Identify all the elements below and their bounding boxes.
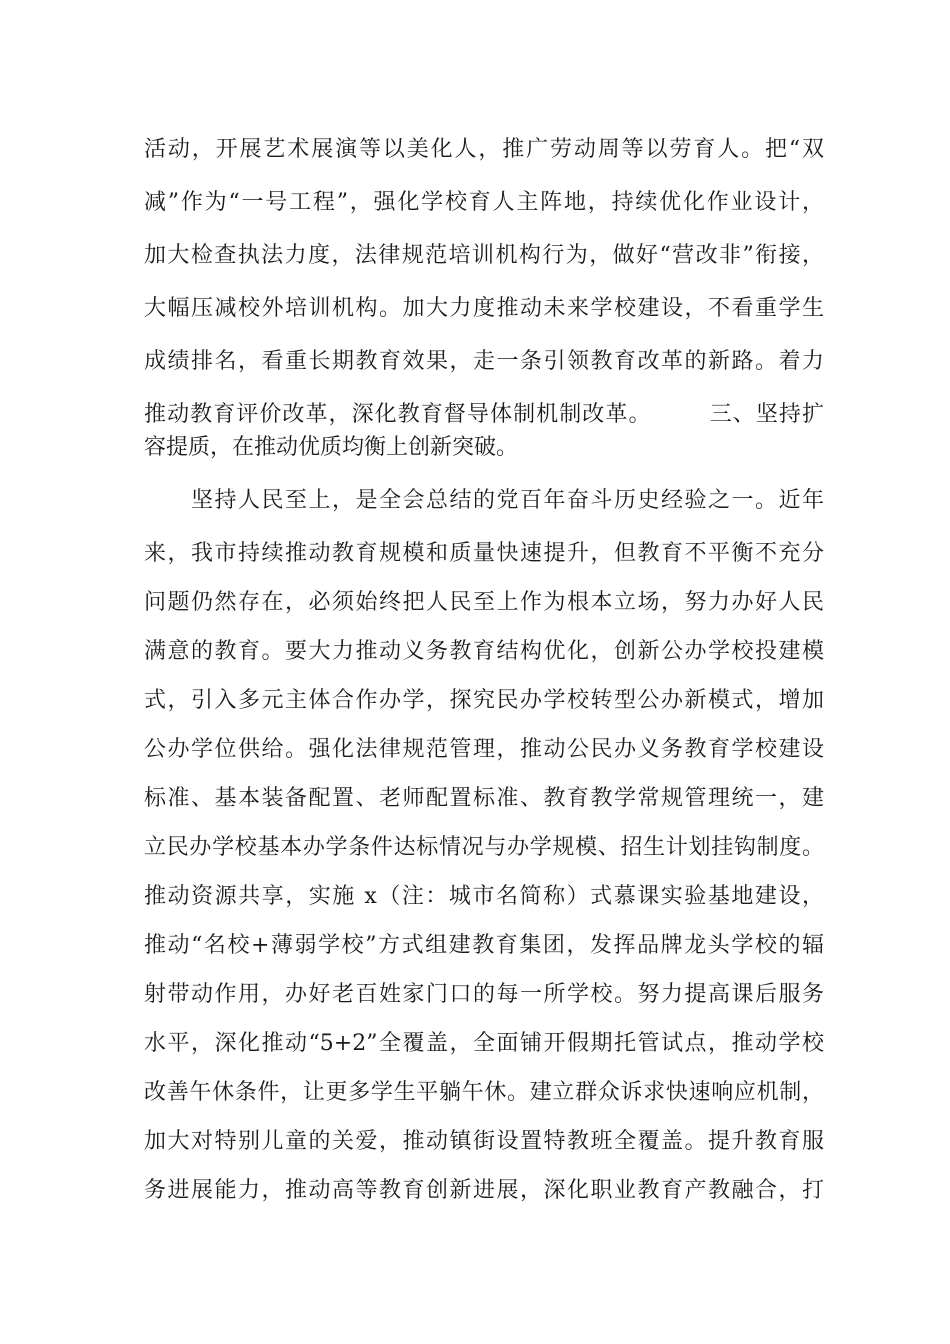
- text-line: 容提质，在推动优质均衡上创新突破。: [144, 435, 519, 460]
- text-line: 标准、基本装备配置、老师配置标准、教育教学常规管理统一，建: [144, 786, 824, 811]
- text-line: 射带动作用，办好老百姓家门口的每一所学校。努力提高课后服务: [144, 982, 824, 1007]
- text-line: 立民办学校基本办学条件达标情况与办学规模、招生计划挂钩制度。: [144, 835, 824, 860]
- text-line: 活动，开展艺术展演等以美化人，推广劳动周等以劳育人。把“双: [144, 137, 824, 162]
- text-line: 推动教育评价改革，深化教育督导体制机制改革。 三、坚持扩: [144, 402, 824, 427]
- text-line: 大幅压减校外培训机构。加大力度推动未来学校建设，不看重学生: [144, 296, 824, 321]
- text-line: 成绩排名，看重长期教育效果，走一条引领教育改革的新路。着力: [144, 349, 824, 374]
- text-line: 水平，深化推动“5+2”全覆盖，全面铺开假期托管试点，推动学校: [144, 1031, 824, 1056]
- text-line: 问题仍然存在，必须始终把人民至上作为根本立场，努力办好人民: [144, 590, 824, 615]
- text-line: 加大检查执法力度，法律规范培训机构行为，做好“营改非”衔接，: [144, 243, 824, 268]
- text-line: 式，引入多元主体合作办学，探究民办学校转型公办新模式，增加: [144, 688, 824, 713]
- text-line: 改善午休条件，让更多学生平躺午休。建立群众诉求快速响应机制，: [144, 1080, 824, 1105]
- text-line: 务进展能力，推动高等教育创新进展，深化职业教育产教融合，打: [144, 1178, 824, 1203]
- text-line: 满意的教育。要大力推动义务教育结构优化，创新公办学校投建模: [144, 639, 824, 664]
- text-line: 减”作为“一号工程”，强化学校育人主阵地，持续优化作业设计，: [144, 190, 824, 215]
- text-line: 推动“名校+薄弱学校”方式组建教育集团，发挥品牌龙头学校的辐: [144, 933, 824, 958]
- text-line: 来，我市持续推动教育规模和质量快速提升，但教育不平衡不充分: [144, 541, 824, 566]
- text-line: 公办学位供给。强化法律规范管理，推动公民办义务教育学校建设: [144, 737, 824, 762]
- text-line: 加大对特别儿童的关爱，推动镇街设置特教班全覆盖。提升教育服: [144, 1129, 824, 1154]
- paragraph-first-line: 坚持人民至上，是全会总结的党百年奋斗历史经验之一。近年: [144, 488, 824, 513]
- text-line: 推动资源共享，实施 x（注：城市名简称）式慕课实验基地建设，: [144, 884, 824, 909]
